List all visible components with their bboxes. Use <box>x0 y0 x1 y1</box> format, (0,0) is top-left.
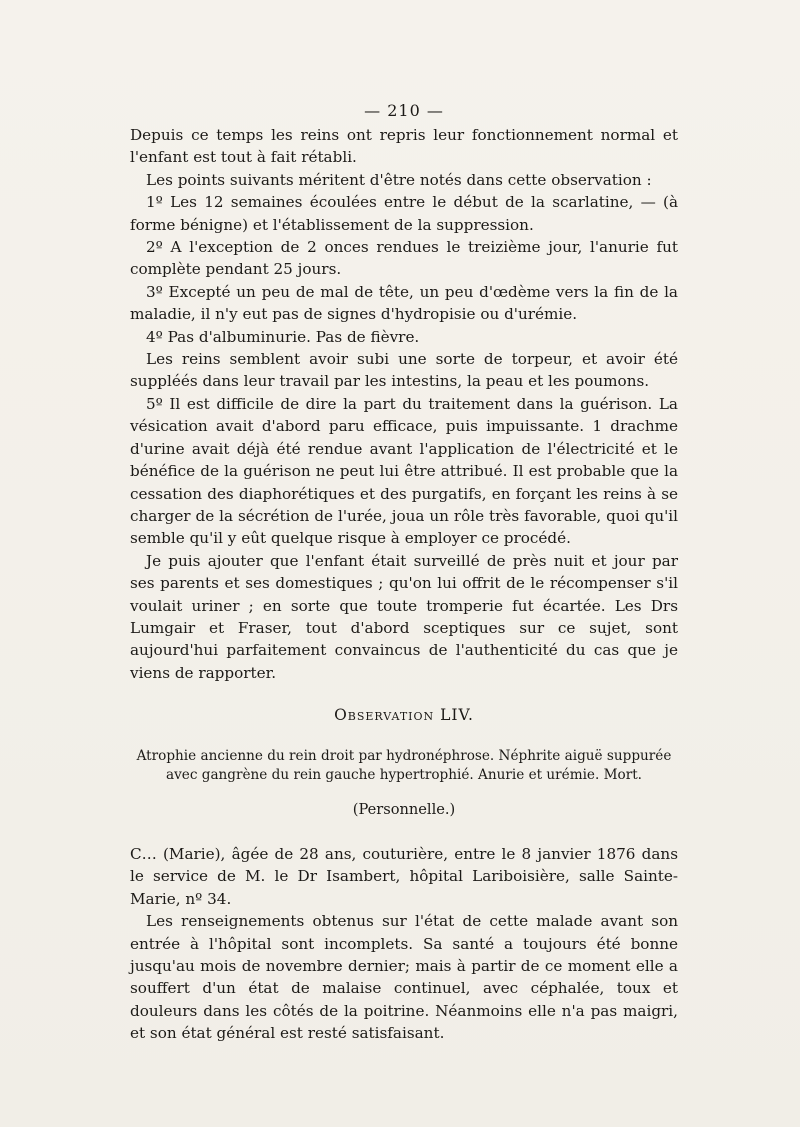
text-block <box>130 98 678 1045</box>
body-paragraph: 4º Pas d'albuminurie. Pas de fièvre. <box>146 327 420 346</box>
observation-summary-line-2: avec gangrène du rein gauche hypertrophié. Anurie et urémie. Mort. <box>165 766 643 783</box>
observation-heading: Observation LIV. <box>334 706 474 725</box>
observation-summary-line-1: Atrophie ancienne du rein droit par hydronéphrose. Néphrite aiguë suppurée <box>136 747 672 764</box>
body-paragraph: 2º A l'exception de 2 onces rendues le treizième jour, l'anurie fut complète pendant 25 jours. <box>130 238 678 279</box>
body-text-top <box>130 124 678 684</box>
body-text-bottom <box>130 843 678 1045</box>
body-paragraph: Les reins semblent avoir subi une sorte de torpeur, et avoir été suppléés dans leur travail par les intestins, la peau et les poumons. <box>130 350 678 391</box>
body-paragraph: 1º Les 12 semaines écoulées entre le début de la scarlatine, — (à forme bénigne) et l'établissement de la suppression. <box>130 193 678 234</box>
body-paragraph: Depuis ce temps les reins ont repris leur fonctionnement normal et l'enfant est tout à fait rétabli. <box>130 126 678 167</box>
body-paragraph: Je puis ajouter que l'enfant était surveillé de près nuit et jour par ses parents et ses domestiques ; qu'on lui offrit de le récompenser s'il voulait uriner ; en sorte que toute tromperie fut écartée. Les Drs Lumgair et Fraser, tout d'abord sceptiques sur ce sujet, sont aujourd'hui parfaitement convaincus de l'authenticité du cas que je viens de rapporter. <box>130 551 678 682</box>
body-paragraph: 5º Il est difficile de dire la part du traitement dans la guérison. La vésication avait d'abord paru efficace, puis impuissante. 1 drachme d'urine avait déjà été rendue avant l'application de l'électricité et le bénéfice de la guérison ne peut lui être attribué. Il est probable que la cessation des diaphorétiques et des purgatifs, en forçant les reins à se charger de la sécrétion de l'urée, joua un rôle très favorable, quoi qu'il semble qu'il y eût quelque risque à employer ce procédé. <box>130 394 678 548</box>
case-paragraph: Les renseignements obtenus sur l'état de cette malade avant son entrée à l'hôpital sont incomplets. Sa santé a toujours été bonne jusqu'au mois de novembre dernier; mais à partir de ce moment elle a souffert d'un état de malaise continuel, avec céphalée, toux et douleurs dans les côtés de la poitrine. Néanmoins elle n'a pas maigri, et son état général est resté satisfaisant. <box>130 912 678 1043</box>
page-number: — 210 — <box>364 101 444 120</box>
body-paragraph: Les points suivants méritent d'être notés dans cette observation : <box>146 170 652 189</box>
case-paragraph: C… (Marie), âgée de 28 ans, couturière, entre le 8 janvier 1876 dans le service de M. le Dr Isambert, hôpital Lariboisière, salle Sainte-Marie, nº 34. <box>130 844 678 908</box>
observation-source: (Personnelle.) <box>352 800 456 818</box>
body-paragraph: 3º Excepté un peu de mal de tête, un peu d'œdème vers la fin de la maladie, il n'y eut pas de signes d'hydropisie ou d'urémie. <box>130 282 678 324</box>
